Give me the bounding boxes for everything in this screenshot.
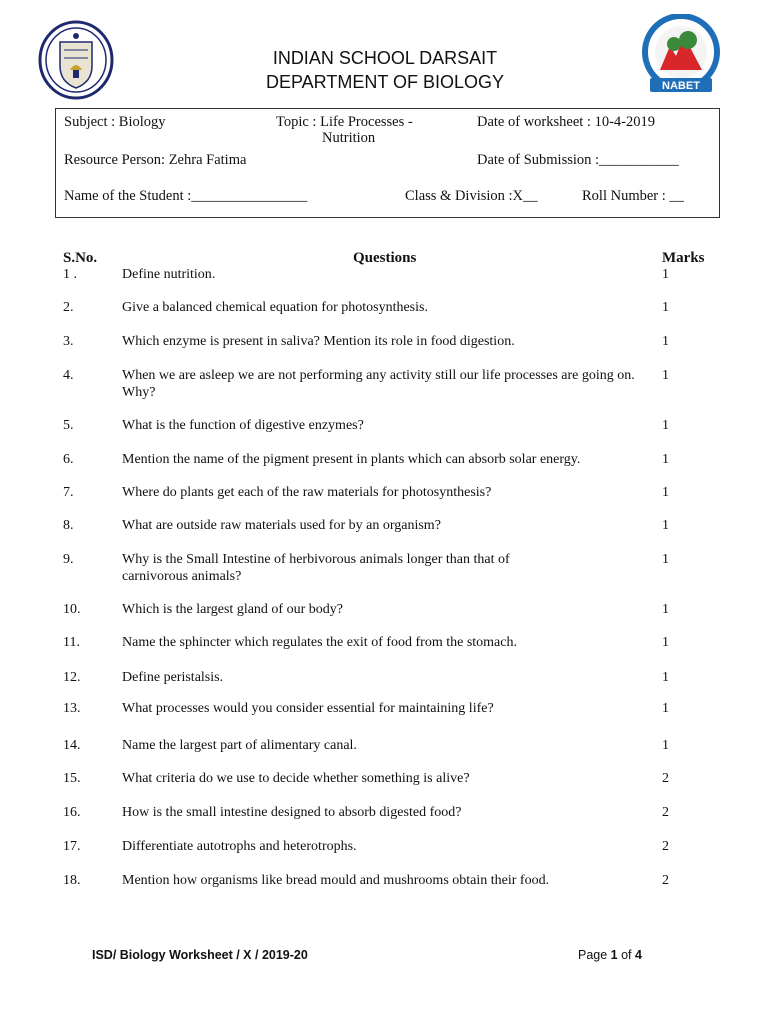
- question-text: Which is the largest gland of our body?: [122, 602, 343, 617]
- question-marks: 1: [662, 368, 669, 383]
- question-marks: 1: [662, 552, 669, 567]
- roll-number-field: Roll Number : __: [582, 188, 684, 204]
- nabet-logo: [640, 14, 722, 96]
- question-text: Mention how organisms like bread mould and mushrooms obtain their food.: [122, 873, 550, 888]
- page-total: 4: [635, 948, 642, 962]
- question-marks: 1: [662, 418, 669, 433]
- nabet-logo-text: NABET: [662, 80, 700, 92]
- class-division-field: Class & Division :X__: [405, 188, 538, 204]
- question-text: When we are asleep we are not performing any activity still our life processes are going on. Why?: [122, 368, 635, 400]
- footer-document-id: ISD/ Biology Worksheet / X / 2019-20: [92, 948, 308, 962]
- question-number: 5.: [63, 418, 74, 433]
- question-marks: 1: [662, 300, 669, 315]
- question-marks: 2: [662, 873, 669, 888]
- page-of: of: [617, 948, 635, 962]
- question-marks: 1: [662, 518, 669, 533]
- question-text: Name the largest part of alimentary canal.: [122, 738, 357, 753]
- question-number: 11.: [63, 635, 80, 650]
- question-number: 10.: [63, 602, 81, 617]
- question-number: 3.: [63, 334, 74, 349]
- footer-page-number: [578, 948, 642, 962]
- question-number: 18.: [63, 873, 81, 888]
- question-marks: 1: [662, 452, 669, 467]
- column-header-questions: Questions: [353, 250, 417, 266]
- question-number: 1 .: [63, 267, 77, 282]
- question-marks: 1: [662, 635, 669, 650]
- question-text: Define peristalsis.: [122, 670, 224, 685]
- question-number: 6.: [63, 452, 74, 467]
- question-number: 17.: [63, 839, 81, 854]
- school-crest-logo: [38, 20, 114, 100]
- question-number: 12.: [63, 670, 81, 685]
- subject-label: Subject : Biology: [64, 114, 166, 130]
- question-text: What processes would you consider essential for maintaining life?: [122, 701, 494, 716]
- question-number: 2.: [63, 300, 74, 315]
- question-marks: 1: [662, 602, 669, 617]
- topic-label-line2: Nutrition: [322, 130, 376, 146]
- question-marks: 1: [662, 267, 669, 282]
- column-header-marks: Marks: [662, 250, 705, 266]
- question-text: Define nutrition.: [122, 267, 216, 282]
- date-of-worksheet: Date of worksheet : 10-4-2019: [477, 114, 655, 130]
- question-number: 13.: [63, 701, 81, 716]
- question-number: 16.: [63, 805, 81, 820]
- question-text: Which enzyme is present in saliva? Mention its role in food digestion.: [122, 334, 515, 349]
- question-number: 4.: [63, 368, 74, 383]
- question-marks: 1: [662, 334, 669, 349]
- topic-label-line1: Topic : Life Processes -: [276, 114, 413, 130]
- question-text: Give a balanced chemical equation for photosynthesis.: [122, 300, 428, 315]
- question-marks: 1: [662, 701, 669, 716]
- question-marks: 2: [662, 771, 669, 786]
- worksheet-header: [190, 46, 580, 94]
- question-text: Why is the Small Intestine of herbivorous animals longer than that of carnivorous animals?: [122, 552, 510, 584]
- worksheet-info-box: [55, 108, 720, 218]
- question-text: Where do plants get each of the raw materials for photosynthesis?: [122, 485, 492, 500]
- student-name-field: Name of the Student :________________: [64, 188, 308, 204]
- question-number: 14.: [63, 738, 81, 753]
- question-text: What are outside raw materials used for by an organism?: [122, 518, 441, 533]
- question-marks: 1: [662, 738, 669, 753]
- page-current: 1: [610, 948, 618, 962]
- question-marks: 1: [662, 485, 669, 500]
- question-number: 15.: [63, 771, 81, 786]
- date-of-submission: Date of Submission :___________: [477, 152, 679, 168]
- question-text: Differentiate autotrophs and heterotrophs.: [122, 839, 357, 854]
- page-prefix: Page: [578, 948, 611, 962]
- question-marks: 2: [662, 839, 669, 854]
- question-text: Mention the name of the pigment present in plants which can absorb solar energy.: [122, 452, 581, 467]
- question-marks: 1: [662, 670, 669, 685]
- question-number: 9.: [63, 552, 74, 567]
- question-marks: 2: [662, 805, 669, 820]
- question-number: 8.: [63, 518, 74, 533]
- column-header-sno: S.No.: [63, 250, 98, 266]
- question-number: 7.: [63, 485, 74, 500]
- school-name: INDIAN SCHOOL DARSAIT: [272, 48, 498, 68]
- department-name: DEPARTMENT OF BIOLOGY: [265, 72, 505, 92]
- question-text: What criteria do we use to decide whether something is alive?: [122, 771, 470, 786]
- question-text: Name the sphincter which regulates the exit of food from the stomach.: [122, 635, 517, 650]
- question-text: What is the function of digestive enzymes?: [122, 418, 364, 433]
- resource-person: Resource Person: Zehra Fatima: [64, 152, 247, 168]
- question-text: How is the small intestine designed to absorb digested food?: [122, 805, 462, 820]
